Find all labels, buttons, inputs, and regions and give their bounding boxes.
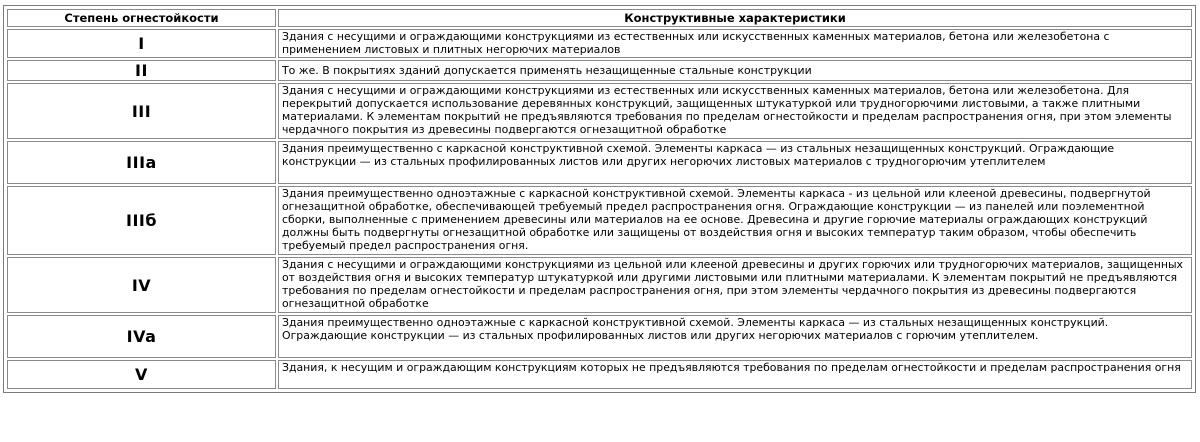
description-cell: То же. В покрытиях зданий допускается применять незащищенные стальные конструкции — [278, 60, 1192, 81]
table-row — [7, 257, 1192, 313]
degree-cell: I — [7, 29, 276, 58]
table-row — [7, 360, 1192, 389]
table-row — [7, 60, 1192, 81]
fire-resistance-table — [5, 7, 1194, 391]
description-cell: Здания с несущими и ограждающими конструкциями из естественных или искусственных каменных материалов, бетона или железобетона с применением листовых и плитных негорючих материалов — [278, 29, 1192, 58]
description-cell: Здания преимущественно одноэтажные с каркасной конструктивной схемой. Элементы каркаса - из цельной или клееной древесины, подвергнутой огнезащитной обработке, обеспечивающей требуемый предел распространения огня. Ограждающие конструкции — из панелей или поэлементной сборки, выполненные с применением древесины или материалов на ее основе. Древесина и другие горючие материалы ограждающих конструкций должны быть подвергнуты огнезащитной обработке или защищены от воздействия огня и высоких температур таким образом, чтобы обеспечить требуемый предел распространения огня. — [278, 186, 1192, 255]
degree-cell: IV — [7, 257, 276, 313]
description-cell: Здания с несущими и ограждающими конструкциями из цельной или клееной древесины и других горючих или трудногорючих материалов, защищенных от воздействия огня и высоких температур штукатуркой или другими листовыми или плитными материалами. К элементам покрытий не предъявляются требования по пределам огнестойкости и пределам распространения огня, при этом элементы чердачного покрытия из древесины подвергаются огнезащитной обработке — [278, 257, 1192, 313]
header-degree: Степень огнестойкости — [7, 9, 276, 27]
description-cell: Здания преимущественно с каркасной конструктивной схемой. Элементы каркаса — из стальных незащищенных конструкций. Ограждающие конструкции — из стальных профилированных листов или других негорючих листовых материалов с трудногорючим утеплителем — [278, 141, 1192, 184]
table-row — [7, 29, 1192, 58]
table-header-row — [7, 9, 1192, 27]
degree-cell: IVa — [7, 315, 276, 358]
description-cell: Здания преимущественно одноэтажные с каркасной конструктивной схемой. Элементы каркаса — из стальных незащищенных конструкций. Ограждающие конструкции — из стальных профилированных листов или других негорючих материалов с горючим утеплителем. — [278, 315, 1192, 358]
table-row — [7, 83, 1192, 139]
degree-cell: IIIб — [7, 186, 276, 255]
description-cell: Здания с несущими и ограждающими конструкциями из естественных или искусственных каменных материалов, бетона или железобетона. Для перекрытий допускается использование деревянных конструкций, защищенных штукатуркой или трудногорючими листовыми, а также плитными материалами. К элементам покрытий не предъявляются требования по пределам огнестойкости и пределам распространения огня, при этом элементы чердачного покрытия из древесины подвергаются огнезащитной обработке — [278, 83, 1192, 139]
header-characteristics: Конструктивные характеристики — [278, 9, 1192, 27]
degree-cell: III — [7, 83, 276, 139]
table-row — [7, 315, 1192, 358]
degree-cell: II — [7, 60, 276, 81]
table-row — [7, 186, 1192, 255]
table-row — [7, 141, 1192, 184]
fire-resistance-table-frame — [3, 5, 1196, 393]
degree-cell: V — [7, 360, 276, 389]
degree-cell: IIIa — [7, 141, 276, 184]
description-cell: Здания, к несущим и ограждающим конструкциям которых не предъявляются требования по пределам огнестойкости и пределам распространения огня — [278, 360, 1192, 389]
